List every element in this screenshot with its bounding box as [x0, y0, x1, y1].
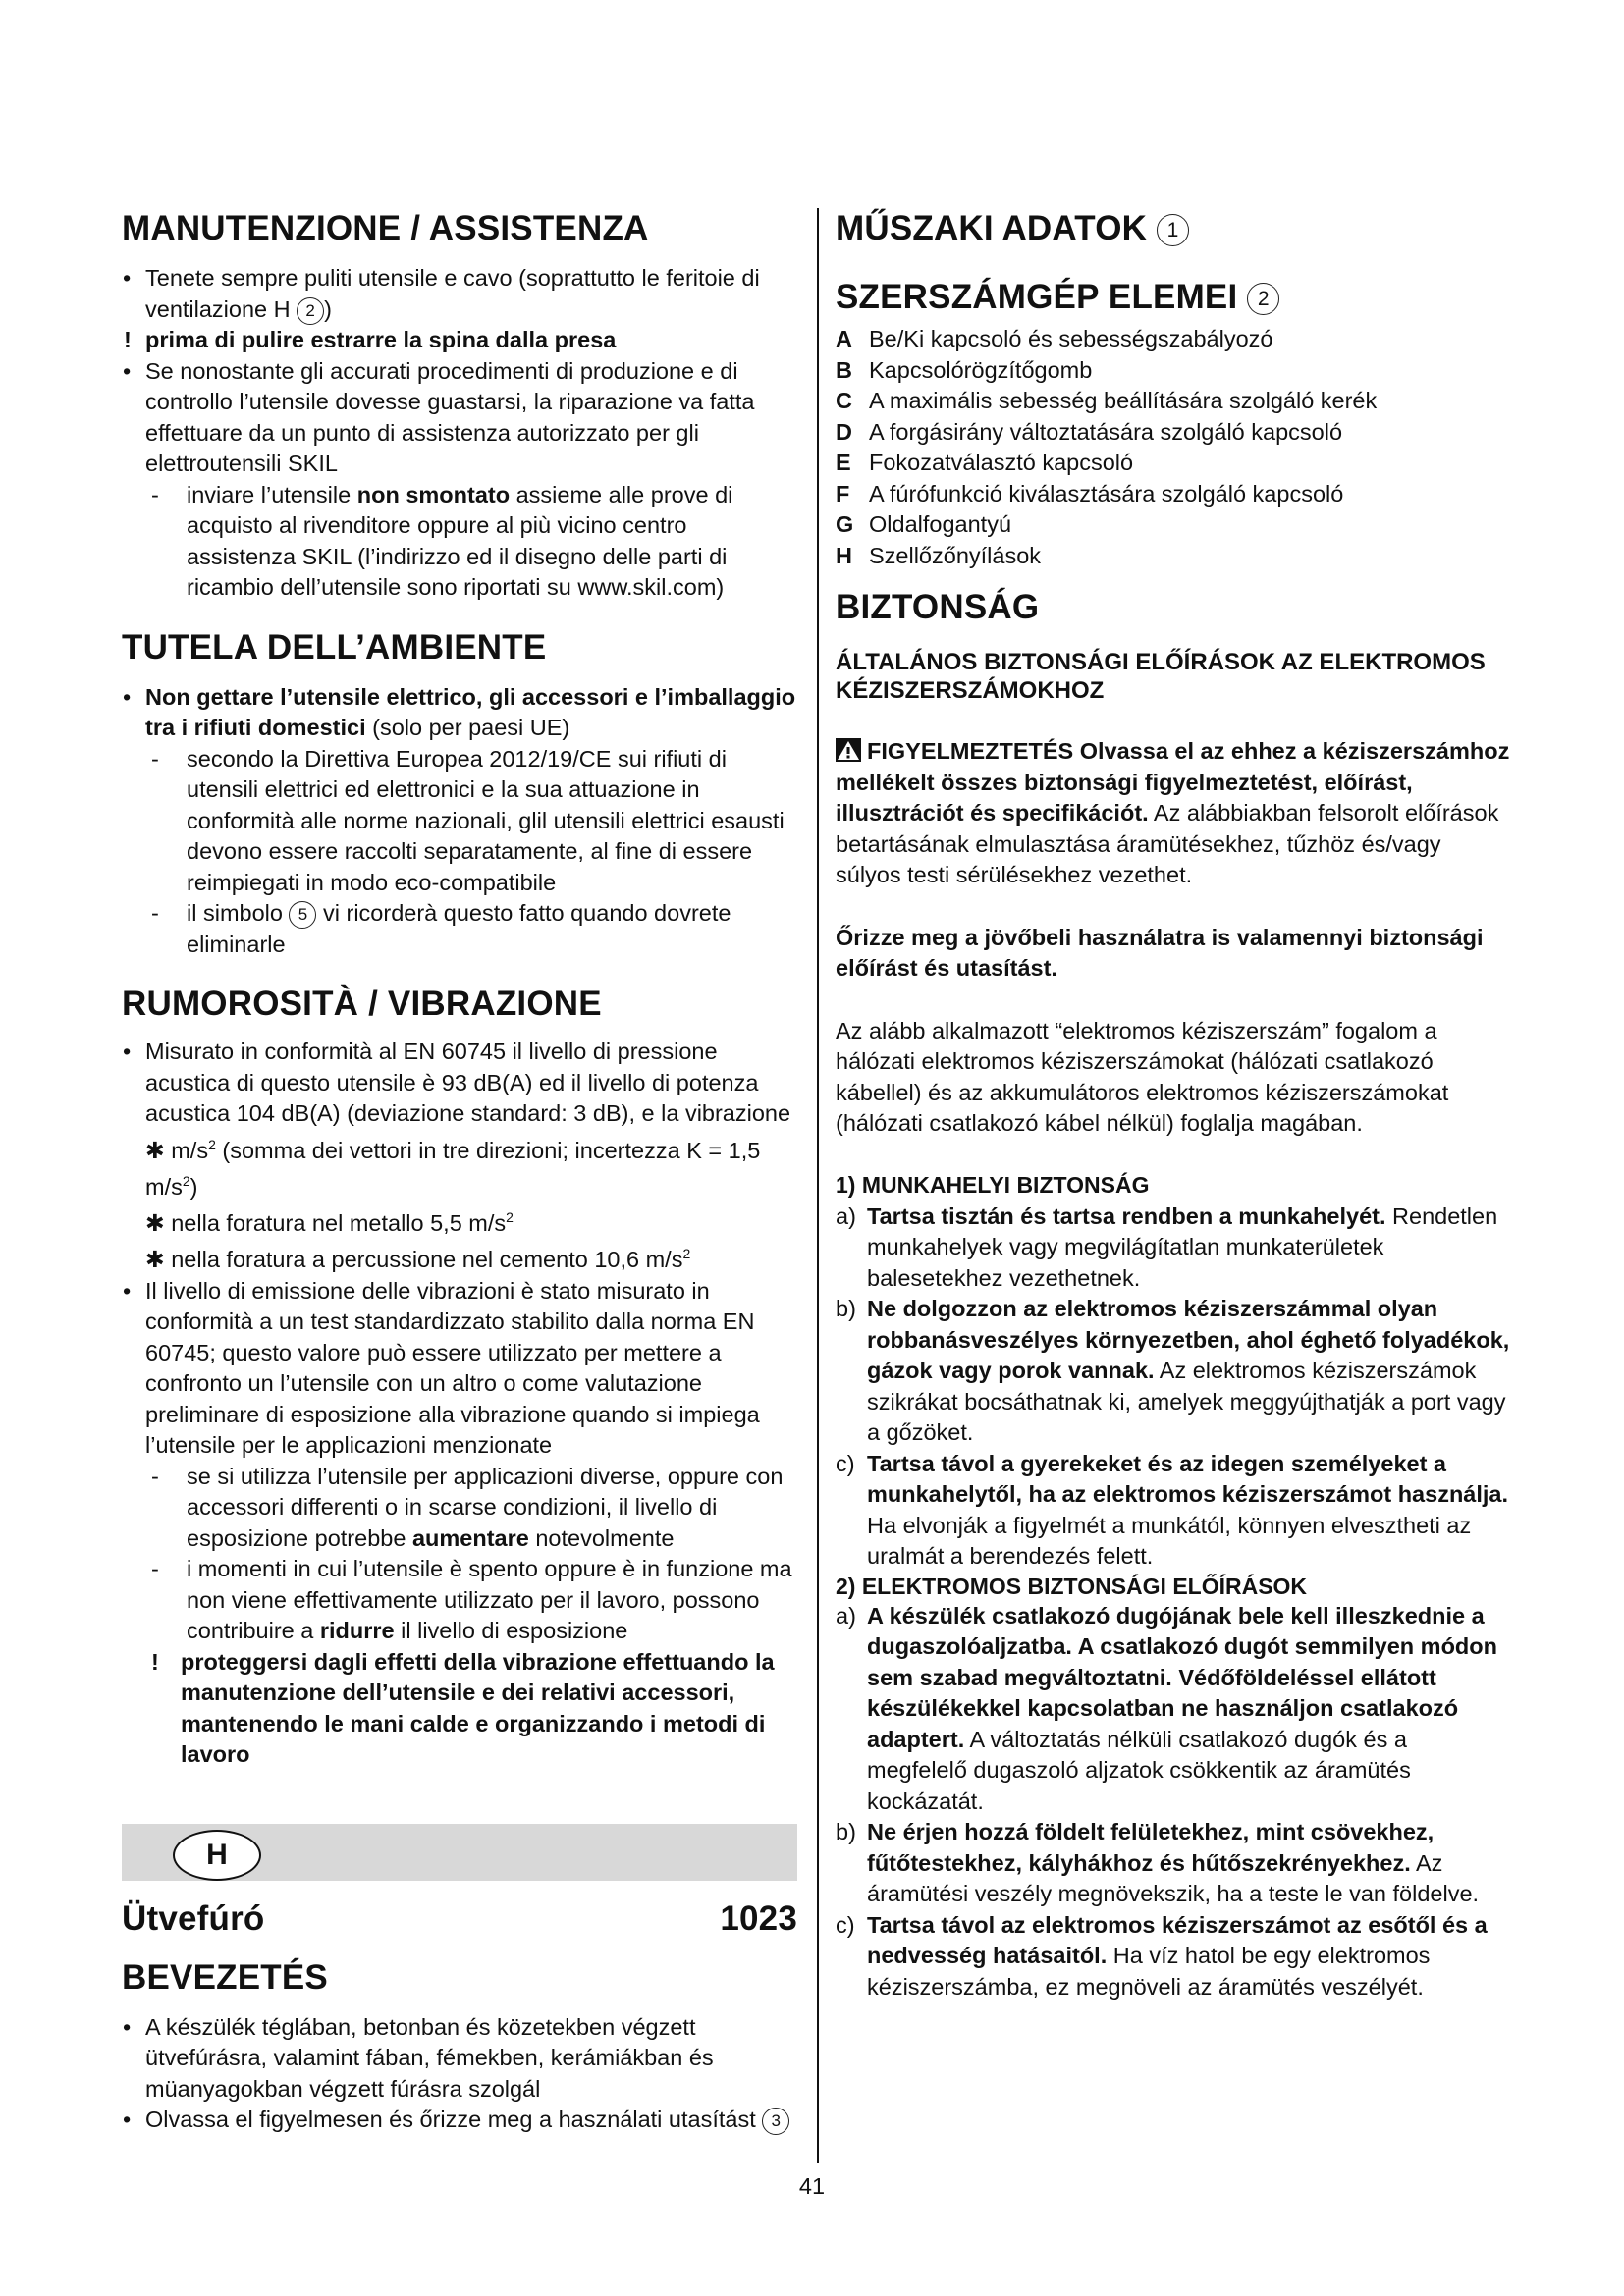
safety-rule: a) A készülék csatlakozó dugójának bele kell illeszkednie a dugaszolóaljzatba. A csatlakozó dugót semmilyen módon sem szabad megváltoztatni. Védőföldeléssel ellátott készülékekkel kapcsolatban ne használjon csatlakozó adaptert. A változtatás nélküli csatlakozó dugók és a megfelelő dugaszoló aljzatok csökkentik az áramütés kockázatát. [836, 1602, 1497, 1814]
safety-rule: b) Ne érjen hozzá földelt felületekhez, mint csövekhez, fűtőtestekhez, kályhákhoz és hűtőszekrényekhez. Az áramütési veszély megnövekszik, ha a teste le van földelve. [836, 1819, 1480, 1906]
part-item: F A fúrófunkció kiválasztására szolgáló kapcsoló [836, 480, 1344, 507]
safety-heading: BIZTONSÁG [836, 588, 1040, 626]
product-number: 1023 [720, 1898, 797, 1938]
figure-ref: 3 [762, 2108, 789, 2135]
keep-instructions: Őrizze meg a jövőbeli használatra is valamennyi biztonsági előírást és utasítást. [836, 924, 1484, 981]
electrical-safety-heading: 2) ELEKTROMOS BIZTONSÁGI ELŐÍRÁSOK [836, 1573, 1308, 1599]
intro-heading: BEVEZETÉS [122, 1957, 328, 1997]
maintenance-item: • Tenete sempre puliti utensile e cavo (soprattutto le feritoie di ventilazione H 2 ) [122, 263, 797, 325]
noise-item: • Il livello di emissione delle vibrazioni è stato misurato in conformità a un test standardizzato stabilito dalla norma EN 60745; questo valore può essere utilizzato per mettere a confronto un l’utensile con un altro o come valutazione preliminare di esposizione alla vibrazione quando si impiega l’utensile per le applicazioni menzionate [122, 1276, 797, 1462]
safety-rule: a) Tartsa tisztán és tartsa rendben a munkahelyét. Rendetlen munkahelyek vagy megvilágítatlan munkaterületek balesetekhez vezethetnek. [836, 1202, 1498, 1291]
figure-ref: 1 [1157, 214, 1189, 246]
maintenance-subitem: - inviare l’utensile non smontato assieme alle prove di acquisto al rivenditore oppure al più vicino centro assistenza SKIL (l’indirizzo ed il disegno delle parti di ricambio dell’utensile sono riportati su www.skil.com) [151, 481, 733, 600]
parts-heading: SZERSZÁMGÉP ELEMEI 2 [836, 277, 1511, 318]
noise-star-item: ✱ nella foratura nel metallo 5,5 $m/s^2$ [145, 1209, 514, 1236]
figure-ref: 2 [297, 297, 324, 325]
maintenance-heading: MANUTENZIONE / ASSISTENZA [122, 209, 649, 247]
safety-rule: c) Tartsa távol a gyerekeket és az idegen személyeket a munkahelytől, ha az elektromos kéziszerszámot használja. Ha elvonják a figyelmét a munkától, könnyen elvesztheti az uralmát a berendezés felett. [836, 1450, 1509, 1569]
noise-star-item: ✱ nella foratura a percussione nel cemento 10,6 $m/s^2$ [145, 1246, 691, 1273]
part-item: G Oldalfogantyú [836, 511, 1012, 537]
column-divider [817, 208, 819, 2163]
safety-rule: b) Ne dolgozzon az elektromos kéziszerszámmal olyan robbanásveszélyes környezetben, ahol éghető folyadékok, gázok vagy porok vannak. Az elektromos kéziszerszámok szikrákat bocsáthatnak ki, amelyek meggyújthatják a port vagy a gőzöket. [836, 1296, 1510, 1445]
environment-item: • Non gettare l’utensile elettrico, gli accessori e l’imballaggio tra i rifiuti domestici (solo per paesi UE) [122, 682, 797, 744]
part-item: A Be/Ki kapcsoló és sebességszabályozó [836, 326, 1273, 351]
part-item: C A maximális sebesség beállítására szolgáló kerék [836, 388, 1378, 413]
language-badge: H [173, 1830, 261, 1881]
right-column [836, 208, 1511, 2002]
maintenance-item: • Se nonostante gli accurati procedimenti di produzione e di controllo l’utensile dovesse guastarsi, la riparazione va fatta effettuare da un punto di assistenza autorizzato per gli elettroutensili SKIL [122, 356, 797, 480]
noise-subitem: - i momenti in cui l’utensile è spento oppure è in funzione ma non viene effettivamente utilizzato per il lavoro, possono contribuire a ridurre il livello di esposizione [151, 1556, 792, 1644]
product-name: Ütvefúró [122, 1898, 265, 1938]
part-item: E Fokozatválasztó kapcsoló [836, 450, 1134, 475]
warning-paragraph: FIGYELMEZTETÉS Olvassa el az ehhez a kéziszerszámhoz mellékelt összes biztonsági figyelmeztetést, előírást, illusztrációt és specifikációt. Az alábbiakban felsorolt előírások betartásának elmulasztása áramütésekhez, tűzhöz és/vagy súlyos testi sérülésekhez vezethet. [836, 738, 1510, 887]
environment-subitem: - il simbolo 5 vi ricorderà questo fatto quando dovrete eliminarle [151, 900, 731, 957]
definition-paragraph: Az alább alkalmazott “elektromos kéziszerszám” fogalom a hálózati elektromos kéziszerszámokat (hálózati csatlakozó kábellel) és az akkumulátoros elektromos kéziszerszámokat (hálózati csatlakozó kábel nélkül) foglalja magában. [836, 1017, 1449, 1136]
noise-warning: ! proteggersi dagli effetti della vibrazione effettuando la manutenzione dell’utensile e dei relativi accessori, mantenendo le mani calde e organizzando i metodi di lavoro [151, 1648, 775, 1768]
figure-ref: 2 [1247, 283, 1279, 315]
left-column [122, 208, 797, 2136]
workplace-safety-list [836, 1201, 1511, 1573]
general-safety-heading: ÁLTALÁNOS BIZTONSÁGI ELŐÍRÁSOK AZ ELEKTROMOS KÉZISZERSZÁMOKHOZ [836, 649, 1486, 704]
noise-item: • Misurato in conformità al EN 60745 il livello di pressione acustica di questo utensile è 93 dB(A) ed il livello di potenza acustica 104 dB(A) (deviazione standard: 3 dB), e la vibrazione ✱ $m/s^2$ (somma dei vettori in tre direzioni; incertezza K = 1,5 $m/s^2$) [122, 1037, 797, 1202]
part-item: H Szellőzőnyílások [836, 542, 1042, 568]
part-item: D A forgásirány változtatására szolgáló kapcsoló [836, 418, 1343, 445]
environment-heading: TUTELA DELL’AMBIENTE [122, 627, 547, 667]
tech-data-heading: MŰSZAKI ADATOK 1 [836, 208, 1511, 249]
intro-item: • Olvassa el figyelmesen és őrizze meg a használati utasítást 3 [122, 2105, 797, 2136]
language-bar [122, 1824, 797, 1881]
noise-heading: RUMOROSITÀ / VIBRAZIONE [122, 985, 602, 1023]
intro-item: • A készülék téglában, betonban és közetekben végzett ütvefúrásra, valamint fában, fémekben, kerámiákban és müanyagokban végzett fúrásra szolgál [122, 2012, 797, 2106]
safety-rule: c) Tartsa távol az elektromos kéziszerszámot az esőtől és a nedvesség hatásaitól. Ha víz hatol be egy elektromos kéziszerszámba, ez megnöveli az áramütés veszélyét. [836, 1911, 1488, 2000]
parts-list [836, 324, 1511, 571]
electrical-safety-list [836, 1601, 1511, 2003]
page-number: 41 [798, 2173, 826, 2199]
noise-subitem: - se si utilizza l’utensile per applicazioni diverse, oppure con accessori differenti o in scarse condizioni, il livello di esposizione potrebbe aumentare notevolmente [151, 1463, 784, 1551]
workplace-safety-heading: 1) MUNKAHELYI BIZTONSÁG [836, 1171, 1150, 1198]
figure-ref: 5 [289, 901, 316, 929]
part-item: B Kapcsolórögzítőgomb [836, 356, 1093, 383]
environment-subitem: - secondo la Direttiva Europea 2012/19/CE sui rifiuti di utensili elettrici ed elettronici e la sua attuazione in conformità alle norme nazionali, glil utensili elettrici esausti devono essere raccolti separatamente, al fine di essere reimpiegati in modo eco-compatibile [151, 745, 785, 895]
maintenance-warning: ! prima di pulire estrarre la spina dalla presa [124, 327, 617, 352]
warning-triangle-icon [836, 738, 861, 762]
product-title-row [122, 1898, 797, 1940]
